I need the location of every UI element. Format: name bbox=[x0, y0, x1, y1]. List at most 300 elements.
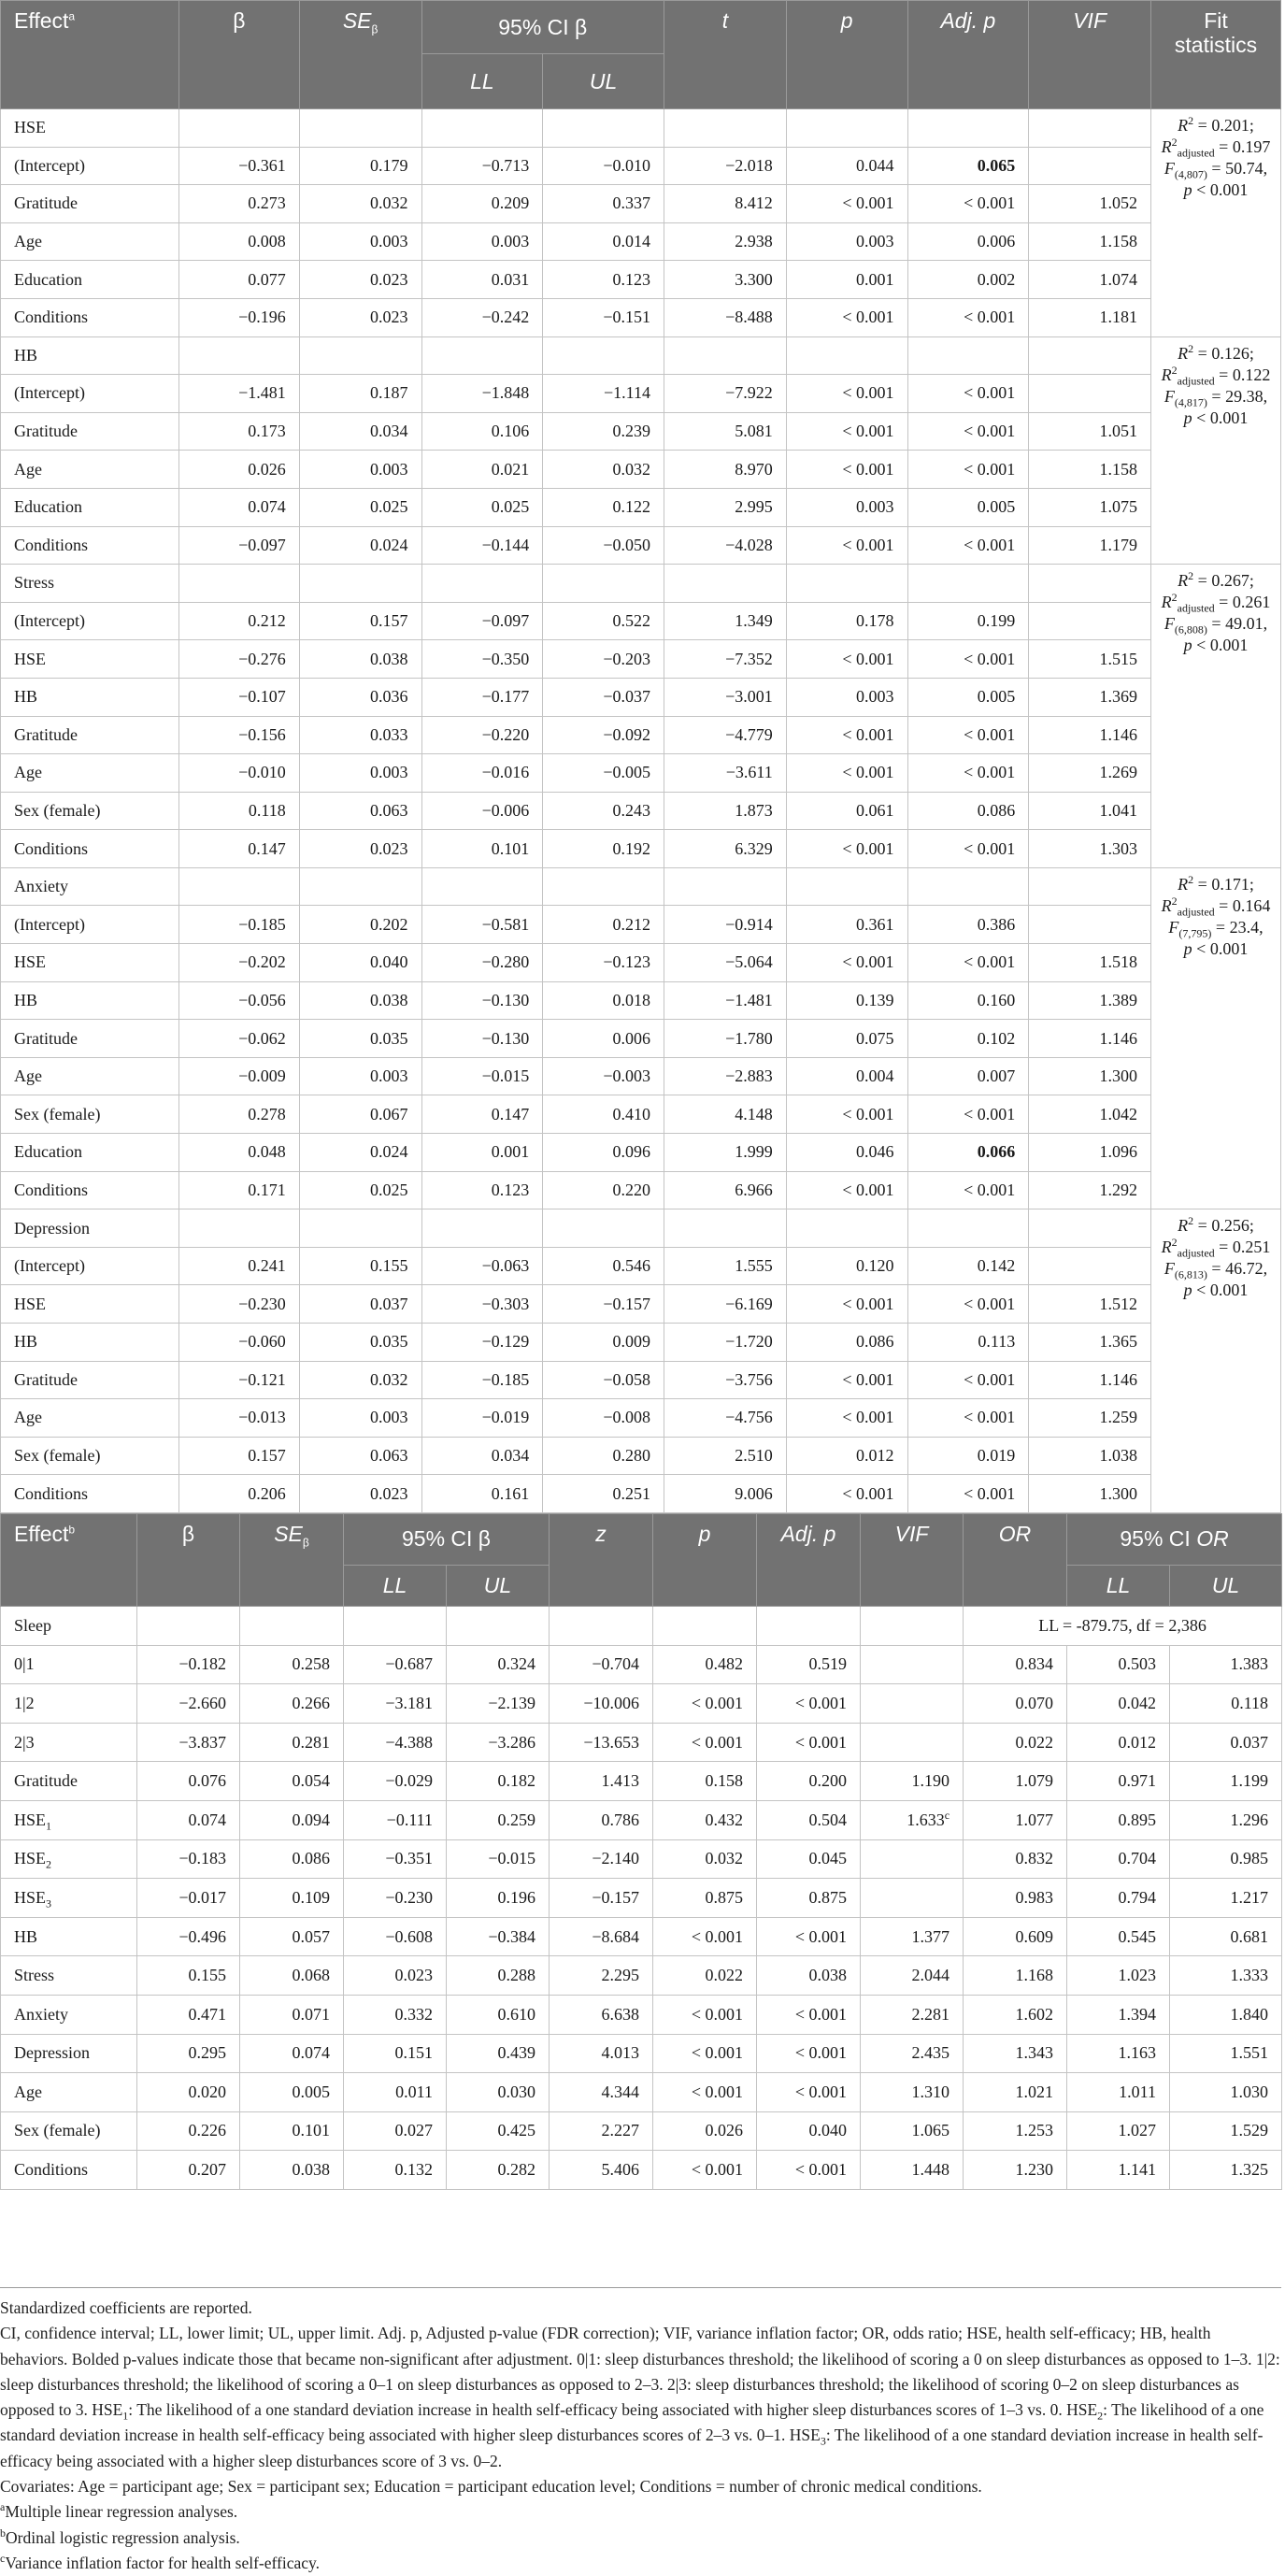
ul-cell: 0.030 bbox=[447, 2073, 550, 2112]
se-cell: 0.040 bbox=[299, 944, 421, 982]
effect-cell: Conditions bbox=[1, 526, 179, 565]
adjp-cell: 0.519 bbox=[757, 1645, 861, 1684]
beta-cell: −2.660 bbox=[137, 1684, 240, 1724]
orul-cell: 1.296 bbox=[1170, 1800, 1282, 1839]
ll-cell: 0.025 bbox=[421, 488, 543, 526]
ul-cell: −0.005 bbox=[543, 754, 664, 793]
ll-cell: −0.019 bbox=[421, 1399, 543, 1438]
ll-cell bbox=[421, 336, 543, 375]
beta-cell: 0.118 bbox=[179, 792, 300, 830]
se-cell: 0.024 bbox=[299, 526, 421, 565]
ll-cell: 0.034 bbox=[421, 1437, 543, 1475]
table-row bbox=[1, 1247, 1281, 1285]
beta-cell: 0.147 bbox=[179, 830, 300, 868]
fit-statistics-cell: $R^2 = 0.171$; $R^2_{adjusted} = 0.164$ $F_{(7,795)} = 23.4$, p < 0.001 bbox=[1151, 867, 1281, 1209]
table2-header bbox=[1, 1513, 1282, 1606]
footnote-b: $^b$Ordinal logistic regression analysis. bbox=[0, 2526, 240, 2547]
effect-cell: Conditions bbox=[1, 298, 179, 336]
table-row bbox=[1, 185, 1281, 223]
adjp-cell: < 0.001 bbox=[757, 1995, 861, 2034]
ll-cell: −0.713 bbox=[421, 147, 543, 185]
p-cell: < 0.001 bbox=[786, 451, 907, 489]
effect-cell: HB bbox=[1, 1324, 179, 1362]
orll-cell: 1.023 bbox=[1067, 1956, 1170, 1996]
ll-cell: −0.350 bbox=[421, 640, 543, 679]
vif-cell: 1.300 bbox=[1029, 1057, 1151, 1095]
fit-statistics-cell: $R^2 = 0.267$; $R^2_{adjusted} = 0.261$ $F_{(6,808)} = 49.01$, p < 0.001 bbox=[1151, 565, 1281, 868]
note-abbreviations: CI, confidence interval; LL, lower limit; UL, upper limit. Adj. p, Adjusted p-value (FDR correction); VIF, variance inflation factor; OR, odds ratio; HSE, health self-efficacy; HB, health behaviors. Bolded p-values indicate those that became non-significant after adjustment. 0|1: sleep disturbances threshold; the likelihood of scoring a 0 on sleep disturbances as opposed to 1–3. 1|2: sleep disturbances threshold; the likelihood of scoring a 0–1 on sleep disturbances as opposed to 2–3. 2|3: sleep disturbances threshold; the likelihood of scoring 0–2 on sleep disturbances as opposed to 3. $HSE_1$: The likelihood of a one standard deviation increase in health self-efficacy being associated with higher sleep disturbances scores of 1–3 vs. 0. $HSE_2$: The likelihood of a one standard deviation increase in health self-efficacy being associated with higher sleep disturbances scores of 2–3 vs. 0–1. $HSE_3$: The likelihood of a one standard deviation increase in health self-efficacy being associated with a higher sleep disturbances score of 3 vs. 0–2. bbox=[0, 2324, 1280, 2470]
beta-cell: 0.074 bbox=[137, 1800, 240, 1839]
p-cell: < 0.001 bbox=[786, 1171, 907, 1209]
t-cell: −2.883 bbox=[664, 1057, 787, 1095]
p-cell: < 0.001 bbox=[786, 375, 907, 413]
adjp-header: Adj. p bbox=[907, 1, 1029, 109]
or-cell: 1.168 bbox=[964, 1956, 1067, 1996]
adjp-cell: 0.386 bbox=[907, 906, 1029, 944]
adjp-cell: 0.007 bbox=[907, 1057, 1029, 1095]
table-row bbox=[1, 1684, 1282, 1724]
adjp-cell: 0.065 bbox=[907, 147, 1029, 185]
t-cell: −4.779 bbox=[664, 716, 787, 754]
section-row bbox=[1, 109, 1281, 148]
or-cell: 1.602 bbox=[964, 1995, 1067, 2034]
adjp-cell: 0.005 bbox=[907, 488, 1029, 526]
adjp-cell: 0.504 bbox=[757, 1800, 861, 1839]
p-cell: 0.003 bbox=[786, 678, 907, 716]
se-cell: 0.037 bbox=[299, 1285, 421, 1324]
ll-cell bbox=[421, 109, 543, 148]
vif-cell: 1.041 bbox=[1029, 792, 1151, 830]
adjp-cell: 0.005 bbox=[907, 678, 1029, 716]
vif-cell: 2.044 bbox=[861, 1956, 964, 1996]
orll-cell: 1.163 bbox=[1067, 2034, 1170, 2073]
ll-cell: −0.230 bbox=[344, 1879, 447, 1918]
beta-cell: −3.837 bbox=[137, 1723, 240, 1762]
se-cell: 0.034 bbox=[299, 412, 421, 451]
vif-cell: 1.075 bbox=[1029, 488, 1151, 526]
z-cell: 5.406 bbox=[550, 2151, 653, 2190]
ul-cell: −1.114 bbox=[543, 375, 664, 413]
vif-cell: 1.179 bbox=[1029, 526, 1151, 565]
or-ul-header: UL bbox=[1170, 1565, 1282, 1606]
z-cell: −0.704 bbox=[550, 1645, 653, 1684]
adjp-cell: 0.086 bbox=[907, 792, 1029, 830]
se-cell: 0.281 bbox=[240, 1723, 344, 1762]
se-cell bbox=[299, 109, 421, 148]
effect-cell: Age bbox=[1, 222, 179, 261]
table-row bbox=[1, 375, 1281, 413]
effect-cell: (Intercept) bbox=[1, 602, 179, 640]
orll-cell: 1.027 bbox=[1067, 2111, 1170, 2151]
beta-header: β bbox=[179, 1, 300, 109]
table-row bbox=[1, 678, 1281, 716]
ul-cell: 0.337 bbox=[543, 185, 664, 223]
se-cell: 0.068 bbox=[240, 1956, 344, 1996]
beta-cell: 0.278 bbox=[179, 1095, 300, 1134]
t-cell: 9.006 bbox=[664, 1475, 787, 1513]
se-cell: 0.094 bbox=[240, 1800, 344, 1839]
ll-cell: −0.063 bbox=[421, 1247, 543, 1285]
ll-cell: −0.303 bbox=[421, 1285, 543, 1324]
vif-cell: 1.310 bbox=[861, 2073, 964, 2112]
p-cell: 0.158 bbox=[653, 1762, 757, 1801]
ll-cell: 0.132 bbox=[344, 2151, 447, 2190]
se-cell: 0.086 bbox=[240, 1839, 344, 1879]
se-cell: 0.101 bbox=[240, 2111, 344, 2151]
p-cell: 0.075 bbox=[786, 1020, 907, 1058]
beta-cell: 0.241 bbox=[179, 1247, 300, 1285]
ul-cell: 0.014 bbox=[543, 222, 664, 261]
ll-cell: −1.848 bbox=[421, 375, 543, 413]
vif-header: VIF bbox=[861, 1513, 964, 1606]
ll-cell: 0.021 bbox=[421, 451, 543, 489]
table-row bbox=[1, 1800, 1282, 1839]
ul-cell: 0.123 bbox=[543, 261, 664, 299]
adjp-cell: 0.102 bbox=[907, 1020, 1029, 1058]
ll-cell: −0.111 bbox=[344, 1800, 447, 1839]
adjp-cell: < 0.001 bbox=[907, 1095, 1029, 1134]
orul-cell: 1.383 bbox=[1170, 1645, 1282, 1684]
se-cell: 0.063 bbox=[299, 792, 421, 830]
se-cell: 0.054 bbox=[240, 1762, 344, 1801]
p-cell: < 0.001 bbox=[786, 830, 907, 868]
orul-cell: 1.325 bbox=[1170, 2151, 1282, 2190]
adjp-cell: < 0.001 bbox=[907, 185, 1029, 223]
adjp-cell: 0.200 bbox=[757, 1762, 861, 1801]
or-cell: 1.079 bbox=[964, 1762, 1067, 1801]
vif-cell bbox=[861, 1645, 964, 1684]
vif-cell: 1.038 bbox=[1029, 1437, 1151, 1475]
beta-cell: 0.212 bbox=[179, 602, 300, 640]
se-cell bbox=[299, 336, 421, 375]
ul-cell: −0.384 bbox=[447, 1917, 550, 1956]
ll-cell: −0.185 bbox=[421, 1361, 543, 1399]
adjp-cell: < 0.001 bbox=[907, 375, 1029, 413]
adjp-cell: 0.002 bbox=[907, 261, 1029, 299]
orll-cell: 0.545 bbox=[1067, 1917, 1170, 1956]
ul-cell: 0.251 bbox=[543, 1475, 664, 1513]
t-cell: −4.028 bbox=[664, 526, 787, 565]
orul-cell: 1.840 bbox=[1170, 1995, 1282, 2034]
p-cell: < 0.001 bbox=[653, 2073, 757, 2112]
effect-cell: $HSE_2$ bbox=[1, 1839, 137, 1879]
ll-cell: −0.608 bbox=[344, 1917, 447, 1956]
p-cell: < 0.001 bbox=[653, 2034, 757, 2073]
adjp-cell: < 0.001 bbox=[907, 830, 1029, 868]
vif-cell bbox=[1029, 147, 1151, 185]
p-cell: 0.139 bbox=[786, 981, 907, 1020]
adjp-cell: < 0.001 bbox=[907, 412, 1029, 451]
ll-cell: −0.015 bbox=[421, 1057, 543, 1095]
t-cell: 1.555 bbox=[664, 1247, 787, 1285]
ul-cell bbox=[543, 867, 664, 906]
vif-cell: 1.190 bbox=[861, 1762, 964, 1801]
ll-cell bbox=[421, 565, 543, 603]
beta-cell: −0.017 bbox=[137, 1879, 240, 1918]
or-cell: 1.253 bbox=[964, 2111, 1067, 2151]
orul-cell: 0.681 bbox=[1170, 1917, 1282, 1956]
table-row bbox=[1, 1956, 1282, 1996]
effect-cell: Conditions bbox=[1, 1475, 179, 1513]
orul-cell: 1.217 bbox=[1170, 1879, 1282, 1918]
table-row bbox=[1, 1437, 1281, 1475]
effect-cell: HSE bbox=[1, 944, 179, 982]
beta-cell: −0.062 bbox=[179, 1020, 300, 1058]
p-cell: 0.086 bbox=[786, 1324, 907, 1362]
p-cell: 0.003 bbox=[786, 488, 907, 526]
orll-cell: 0.704 bbox=[1067, 1839, 1170, 1879]
effect-cell: Conditions bbox=[1, 2151, 137, 2190]
p-cell: < 0.001 bbox=[786, 1095, 907, 1134]
orll-cell: 0.503 bbox=[1067, 1645, 1170, 1684]
se-cell: 0.266 bbox=[240, 1684, 344, 1724]
table-row bbox=[1, 1399, 1281, 1438]
vif-cell bbox=[1029, 867, 1151, 906]
ll-cell: −0.016 bbox=[421, 754, 543, 793]
effect-cell: Gratitude bbox=[1, 1762, 137, 1801]
p-cell: < 0.001 bbox=[786, 1361, 907, 1399]
z-header: z bbox=[550, 1513, 653, 1606]
ul-cell: 0.009 bbox=[543, 1324, 664, 1362]
vif-cell: 1.146 bbox=[1029, 716, 1151, 754]
p-cell: < 0.001 bbox=[786, 185, 907, 223]
beta-cell: −0.156 bbox=[179, 716, 300, 754]
beta-cell: 0.048 bbox=[179, 1134, 300, 1172]
adjp-cell: < 0.001 bbox=[907, 1361, 1029, 1399]
se-cell: 0.258 bbox=[240, 1645, 344, 1684]
p-cell: 0.022 bbox=[653, 1956, 757, 1996]
ul-cell: 0.006 bbox=[543, 1020, 664, 1058]
t-cell: 4.148 bbox=[664, 1095, 787, 1134]
vif-cell: 1.300 bbox=[1029, 1475, 1151, 1513]
section-row bbox=[1, 867, 1281, 906]
vif-header: VIF bbox=[1029, 1, 1151, 109]
se-cell: 0.074 bbox=[240, 2034, 344, 2073]
orll-cell: 0.794 bbox=[1067, 1879, 1170, 1918]
table-row bbox=[1, 2034, 1282, 2073]
table2-body bbox=[1, 1606, 1282, 2189]
table-row bbox=[1, 1285, 1281, 1324]
ul-cell: 0.546 bbox=[543, 1247, 664, 1285]
section-row bbox=[1, 336, 1281, 375]
t-cell: 1.999 bbox=[664, 1134, 787, 1172]
table-row bbox=[1, 1095, 1281, 1134]
ll-cell: −0.029 bbox=[344, 1762, 447, 1801]
table-row bbox=[1, 716, 1281, 754]
vif-cell: 1.377 bbox=[861, 1917, 964, 1956]
t-cell: 8.970 bbox=[664, 451, 787, 489]
table-row bbox=[1, 2073, 1282, 2112]
beta-cell: 0.026 bbox=[179, 451, 300, 489]
ul-cell: 0.220 bbox=[543, 1171, 664, 1209]
adjp-header: Adj. p bbox=[757, 1513, 861, 1606]
ll-cell: −0.280 bbox=[421, 944, 543, 982]
vif-cell: 1.181 bbox=[1029, 298, 1151, 336]
z-cell: 4.344 bbox=[550, 2073, 653, 2112]
ll-header: LL bbox=[344, 1565, 447, 1606]
table-row bbox=[1, 1134, 1281, 1172]
t-cell: 2.510 bbox=[664, 1437, 787, 1475]
beta-cell: 0.157 bbox=[179, 1437, 300, 1475]
t-cell: 8.412 bbox=[664, 185, 787, 223]
effect-cell: Gratitude bbox=[1, 412, 179, 451]
effect-cell: Gratitude bbox=[1, 716, 179, 754]
orul-cell: 1.333 bbox=[1170, 1956, 1282, 1996]
or-cell: 1.343 bbox=[964, 2034, 1067, 2073]
p-cell: < 0.001 bbox=[786, 640, 907, 679]
se-cell: 0.038 bbox=[240, 2151, 344, 2190]
ul-cell: −0.050 bbox=[543, 526, 664, 565]
effect-cell: Gratitude bbox=[1, 1361, 179, 1399]
beta-cell bbox=[179, 109, 300, 148]
t-cell: −2.018 bbox=[664, 147, 787, 185]
adjp-cell: < 0.001 bbox=[907, 640, 1029, 679]
ll-cell: 0.031 bbox=[421, 261, 543, 299]
ul-cell: 0.522 bbox=[543, 602, 664, 640]
p-cell: 0.004 bbox=[786, 1057, 907, 1095]
orll-cell: 0.042 bbox=[1067, 1684, 1170, 1724]
section-row bbox=[1, 1606, 1282, 1645]
vif-cell: 2.281 bbox=[861, 1995, 964, 2034]
adjp-cell: 0.142 bbox=[907, 1247, 1029, 1285]
or-cell: 0.834 bbox=[964, 1645, 1067, 1684]
p-cell: < 0.001 bbox=[786, 412, 907, 451]
effect-cell: Gratitude bbox=[1, 1020, 179, 1058]
ll-cell: −0.242 bbox=[421, 298, 543, 336]
ul-cell: 0.324 bbox=[447, 1645, 550, 1684]
effect-cell: Education bbox=[1, 261, 179, 299]
orll-cell: 1.141 bbox=[1067, 2151, 1170, 2190]
fit-statistics-cell: $R^2 = 0.256$; $R^2_{adjusted} = 0.251$ $F_{(6,813)} = 46.72$, p < 0.001 bbox=[1151, 1209, 1281, 1513]
vif-cell: 1.065 bbox=[861, 2111, 964, 2151]
ul-cell: 0.196 bbox=[447, 1879, 550, 1918]
beta-header: β bbox=[137, 1513, 240, 1606]
vif-cell bbox=[861, 1684, 964, 1724]
vif-cell: 1.146 bbox=[1029, 1020, 1151, 1058]
table-row bbox=[1, 488, 1281, 526]
beta-cell: 0.171 bbox=[179, 1171, 300, 1209]
p-cell: 0.044 bbox=[786, 147, 907, 185]
ul-cell: −0.015 bbox=[447, 1839, 550, 1879]
table-row bbox=[1, 298, 1281, 336]
ul-cell: −0.008 bbox=[543, 1399, 664, 1438]
beta-cell: −0.361 bbox=[179, 147, 300, 185]
adjp-cell: < 0.001 bbox=[907, 1171, 1029, 1209]
adjp-cell: 0.040 bbox=[757, 2111, 861, 2151]
vif-cell bbox=[861, 1839, 964, 1879]
table-row bbox=[1, 526, 1281, 565]
se-cell: 0.038 bbox=[299, 981, 421, 1020]
beta-cell: −0.276 bbox=[179, 640, 300, 679]
adjp-cell: < 0.001 bbox=[757, 2151, 861, 2190]
ll-cell: −4.388 bbox=[344, 1723, 447, 1762]
orll-cell: 1.394 bbox=[1067, 1995, 1170, 2034]
table-row bbox=[1, 981, 1281, 1020]
ll-cell: −3.181 bbox=[344, 1684, 447, 1724]
ul-cell: 0.018 bbox=[543, 981, 664, 1020]
beta-cell: −0.230 bbox=[179, 1285, 300, 1324]
vif-cell: 1.096 bbox=[1029, 1134, 1151, 1172]
ul-cell: 0.439 bbox=[447, 2034, 550, 2073]
vif-cell: 1.369 bbox=[1029, 678, 1151, 716]
p-cell: 0.003 bbox=[786, 222, 907, 261]
orll-cell: 1.011 bbox=[1067, 2073, 1170, 2112]
ul-cell: 0.239 bbox=[543, 412, 664, 451]
or-cell: 0.070 bbox=[964, 1684, 1067, 1724]
beta-cell: 0.273 bbox=[179, 185, 300, 223]
ul-cell: −0.003 bbox=[543, 1057, 664, 1095]
beta-cell: −0.060 bbox=[179, 1324, 300, 1362]
p-cell: < 0.001 bbox=[653, 2151, 757, 2190]
sleep-fit-cell: LL = -879.75, df = 2,386 bbox=[964, 1606, 1282, 1645]
table-row bbox=[1, 261, 1281, 299]
ul-cell: 0.243 bbox=[543, 792, 664, 830]
se-cell: 0.023 bbox=[299, 830, 421, 868]
adjp-cell bbox=[907, 109, 1029, 148]
vif-cell bbox=[1029, 109, 1151, 148]
ul-cell: 0.192 bbox=[543, 830, 664, 868]
effect-cell: Age bbox=[1, 754, 179, 793]
ul-header: UL bbox=[447, 1565, 550, 1606]
adjp-cell: 0.113 bbox=[907, 1324, 1029, 1362]
z-cell: 2.295 bbox=[550, 1956, 653, 1996]
p-cell: 0.032 bbox=[653, 1839, 757, 1879]
adjp-cell: 0.019 bbox=[907, 1437, 1029, 1475]
z-cell: −8.684 bbox=[550, 1917, 653, 1956]
table-row bbox=[1, 830, 1281, 868]
or-cell: 0.983 bbox=[964, 1879, 1067, 1918]
table-row bbox=[1, 1645, 1282, 1684]
p-cell: 0.026 bbox=[653, 2111, 757, 2151]
section-row bbox=[1, 565, 1281, 603]
p-header: p bbox=[653, 1513, 757, 1606]
ul-cell: 0.610 bbox=[447, 1995, 550, 2034]
se-cell: 0.057 bbox=[240, 1917, 344, 1956]
p-cell: 0.001 bbox=[786, 261, 907, 299]
vif-cell: 1.365 bbox=[1029, 1324, 1151, 1362]
beta-cell: 0.020 bbox=[137, 2073, 240, 2112]
t-cell: 3.300 bbox=[664, 261, 787, 299]
table-row bbox=[1, 792, 1281, 830]
ul-cell: 0.032 bbox=[543, 451, 664, 489]
vif-cell: 1.448 bbox=[861, 2151, 964, 2190]
ul-cell: 0.280 bbox=[543, 1437, 664, 1475]
se-cell: 0.003 bbox=[299, 1057, 421, 1095]
effect-cell: Anxiety bbox=[1, 867, 179, 906]
ul-cell: −2.139 bbox=[447, 1684, 550, 1724]
or-cell: 1.021 bbox=[964, 2073, 1067, 2112]
beta-cell: −0.185 bbox=[179, 906, 300, 944]
ll-cell: −0.130 bbox=[421, 1020, 543, 1058]
vif-cell bbox=[1029, 602, 1151, 640]
se-cell: 0.023 bbox=[299, 261, 421, 299]
se-cell: 0.179 bbox=[299, 147, 421, 185]
se-cell: 0.109 bbox=[240, 1879, 344, 1918]
beta-cell: 0.206 bbox=[179, 1475, 300, 1513]
t-cell: −6.169 bbox=[664, 1285, 787, 1324]
t-cell: 1.873 bbox=[664, 792, 787, 830]
beta-cell: 0.226 bbox=[137, 2111, 240, 2151]
ci-header: 95% CI β bbox=[344, 1513, 550, 1565]
ll-cell: 0.101 bbox=[421, 830, 543, 868]
se-cell: 0.025 bbox=[299, 1171, 421, 1209]
note-standardized: Standardized coefficients are reported. bbox=[0, 2298, 252, 2317]
ul-cell: −0.092 bbox=[543, 716, 664, 754]
effect-cell: HB bbox=[1, 336, 179, 375]
adjp-cell: < 0.001 bbox=[757, 1723, 861, 1762]
or-cell: 0.832 bbox=[964, 1839, 1067, 1879]
beta-cell: 0.207 bbox=[137, 2151, 240, 2190]
